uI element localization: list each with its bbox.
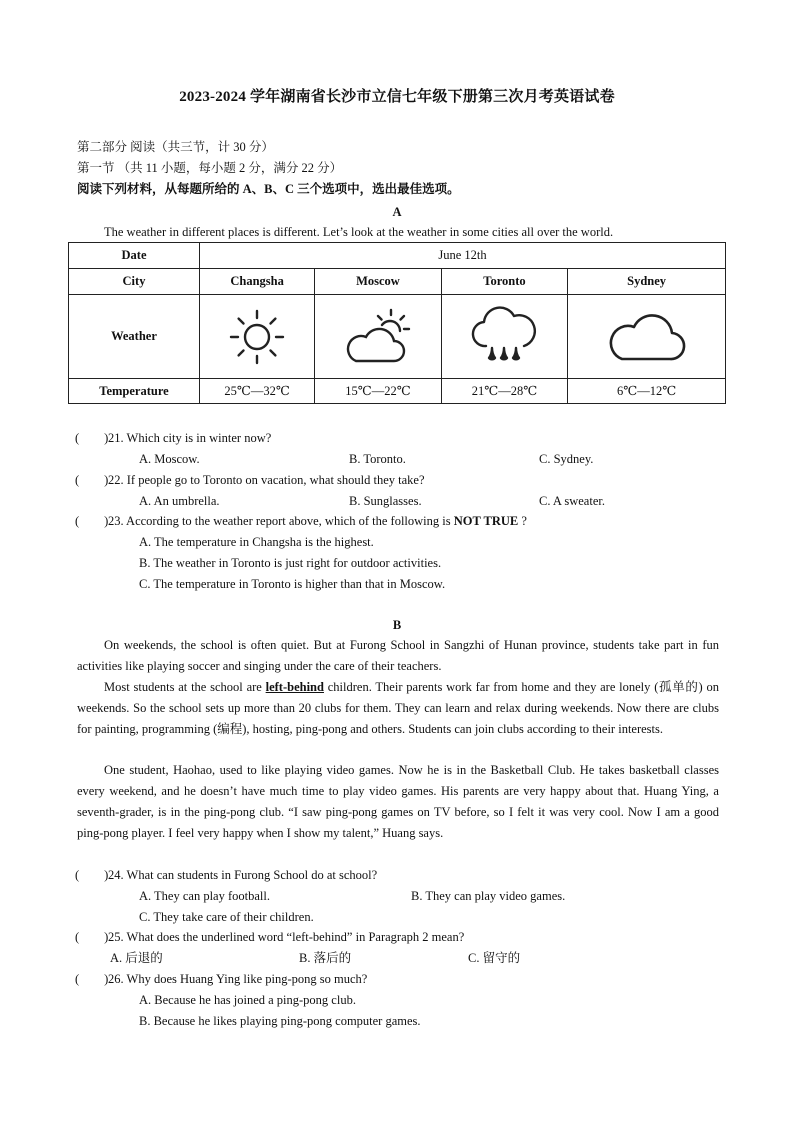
question-23: ( )23. According to the weather report above, which of the following is NOT TRUE ?: [75, 514, 527, 528]
question-text: 21. Which city is in winter now?: [108, 431, 272, 445]
answer-blank[interactable]: ( ): [75, 930, 109, 944]
question-21: [75, 430, 271, 446]
temperature-value: 15℃—22℃: [315, 379, 442, 404]
option-c: C. Sydney.: [539, 452, 594, 466]
weather-cell: [568, 295, 726, 379]
weather-cell: [200, 295, 315, 379]
paragraph-3: One student, Haohao, used to like playing video games. Now he is in the Basketball Club. He takes basketball classes every weekend, and he doesn’t have much time to play video games. His parents are very happy about that. Huang Ying, a seventh-grader, is in the ping-pong club. “I saw ping-pong games on TV before, so I felt it was very cool. Now I am a good ping-pong player. I feel very happy when I show my talent,” Huang says.: [77, 763, 719, 840]
passage-a-label: A: [392, 205, 402, 219]
option-c: C. 留守的: [468, 951, 521, 965]
partly-cloudy-icon: [342, 305, 414, 369]
option-a: A. An umbrella.: [139, 494, 220, 508]
paragraph-2: Most students at the school are left-behind children. Their parents work far from home and they are lonely (孤单的) on weekends. So the school sets up more than 20 clubs for them. They can learn and relax during weekends. Now there are clubs for painting, programming (编程), hosting, ping-pong and others. Students can join clubs according to their interests.: [77, 680, 719, 736]
answer-blank[interactable]: ( ): [75, 868, 109, 882]
question-22: [75, 472, 425, 488]
option-c: C. They take care of their children.: [139, 910, 314, 924]
temperature-label: Temperature: [69, 379, 200, 404]
section-instruction: 阅读下列材料，从每题所给的 A、B、C 三个选项中，选出最佳选项。: [77, 182, 460, 196]
option-c: C. A sweater.: [539, 494, 605, 508]
option-a: A. They can play football.: [139, 889, 270, 903]
section-part: 第二部分 阅读（共三节，计 30 分）: [77, 140, 274, 154]
option-c: C. The temperature in Toronto is higher than that in Moscow.: [139, 577, 446, 591]
question-text: 22. If people go to Toronto on vacation, what should they take?: [108, 473, 425, 487]
city-name: Toronto: [441, 269, 568, 295]
question-text: 25. What does the underlined word “left-behind” in Paragraph 2 mean?: [108, 930, 465, 944]
question-26: [75, 971, 367, 987]
city-name: Sydney: [568, 269, 726, 295]
temperature-value: 25℃—32℃: [200, 379, 315, 404]
cloud-icon: [602, 305, 692, 369]
weather-table: [68, 242, 726, 404]
option-b: B. 落后的: [299, 951, 352, 965]
question-25: [75, 929, 464, 945]
rain-cloud-icon: [468, 304, 540, 370]
option-b: B. Toronto.: [349, 452, 406, 466]
date-label: Date: [69, 243, 200, 269]
option-a: A. Moscow.: [139, 452, 200, 466]
answer-blank[interactable]: ( ): [75, 473, 109, 487]
date-value: June 12th: [200, 243, 726, 269]
option-a: A. 后退的: [110, 951, 163, 965]
option-b: B. Sunglasses.: [349, 494, 422, 508]
option-a: A. The temperature in Changsha is the highest.: [139, 535, 374, 549]
option-a: A. Because he has joined a ping-pong club.: [139, 993, 356, 1007]
answer-blank[interactable]: ( ): [75, 431, 109, 445]
city-name: Moscow: [315, 269, 442, 295]
question-text: 24. What can students in Furong School do at school?: [108, 868, 378, 882]
temperature-value: 21℃—28℃: [441, 379, 568, 404]
paragraph-1: On weekends, the school is often quiet. But at Furong School in Sangzhi of Hunan province, students take part in fun activities like playing soccer and singing under the care of their teachers.: [77, 638, 719, 673]
weather-label: Weather: [69, 295, 200, 379]
section-subsection: 第一节 （共 11 小题，每小题 2 分，满分 22 分）: [77, 161, 343, 175]
temperature-value: 6℃—12℃: [568, 379, 726, 404]
sun-icon: [225, 305, 289, 369]
city-label: City: [69, 269, 200, 295]
answer-blank[interactable]: ( ): [75, 972, 109, 986]
question-24: [75, 867, 377, 883]
weather-cell: [441, 295, 568, 379]
underlined-word: left-behind: [265, 680, 324, 694]
question-emphasis: NOT TRUE: [453, 514, 519, 528]
option-b: B. The weather in Toronto is just right for outdoor activities.: [139, 556, 442, 570]
passage-a-intro: The weather in different places is different. Let’s look at the weather in some cities all over the world.: [104, 225, 614, 239]
answer-blank[interactable]: ( ): [75, 514, 109, 528]
passage-b-label: B: [392, 618, 402, 632]
question-text: 26. Why does Huang Ying like ping-pong so much?: [108, 972, 368, 986]
city-name: Changsha: [200, 269, 315, 295]
option-b: B. Because he likes playing ping-pong computer games.: [139, 1014, 421, 1028]
weather-cell: [315, 295, 442, 379]
page-title: 2023-2024 学年湖南省长沙市立信七年级下册第三次月考英语试卷: [179, 89, 615, 105]
option-b: B. They can play video games.: [411, 889, 566, 903]
question-text: 23. According to the weather report above, which of the following is: [108, 514, 454, 528]
